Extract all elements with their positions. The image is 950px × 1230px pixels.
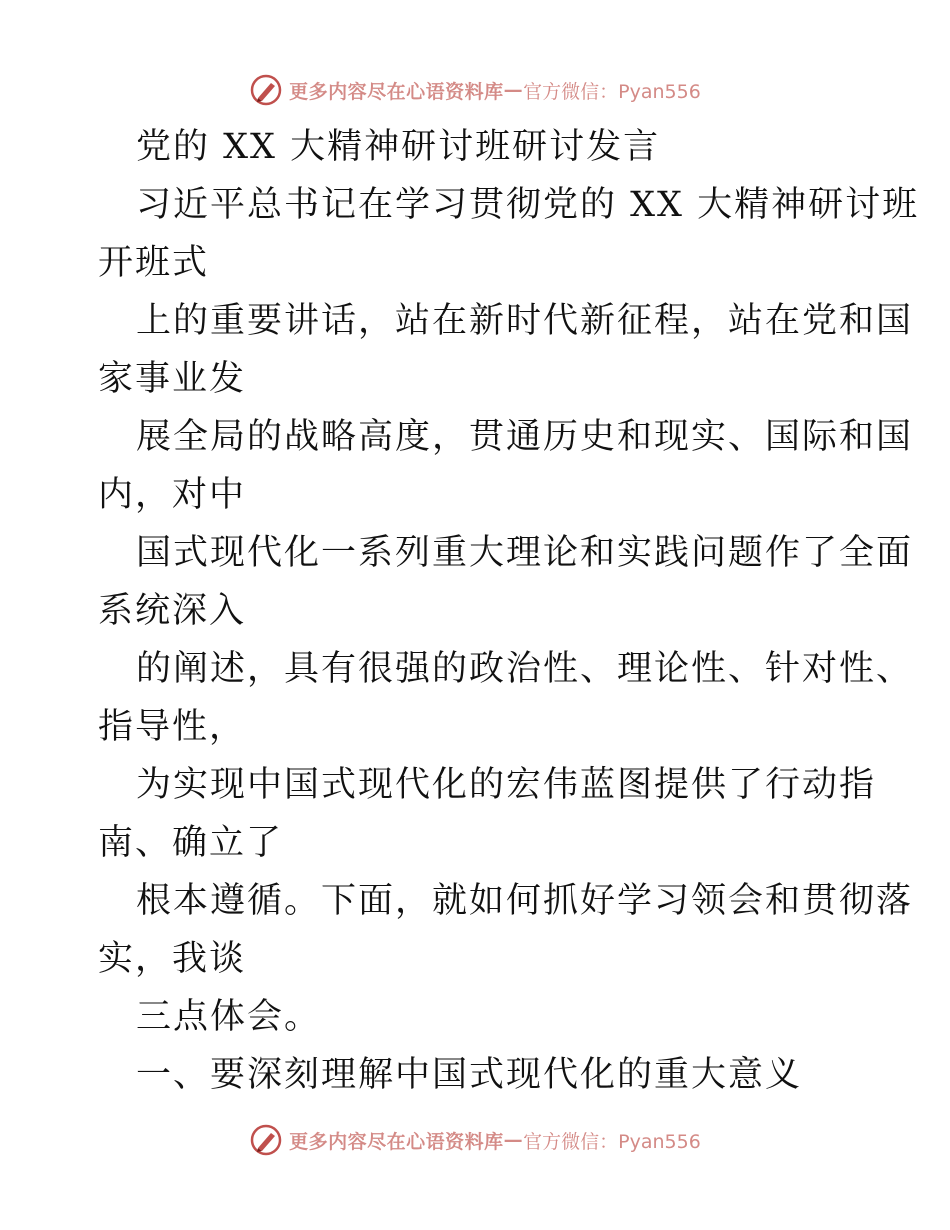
watermark-text: 更多内容尽在心语资料库 [289, 1130, 504, 1153]
paragraph-line: 南、确立了 [98, 823, 284, 863]
paragraph-line: 指导性， [98, 707, 247, 747]
paragraph-line: 为实现中国式现代化的宏伟蓝图提供了行动指 [136, 765, 877, 805]
paragraph-line: 习近平总书记在学习贯彻党的 XX 大精神研讨班 [136, 185, 920, 225]
footer-watermark [0, 1120, 950, 1160]
paragraph-line: 国式现代化一系列重大理论和实践问题作了全面 [136, 533, 914, 573]
pen-logo-icon [249, 1123, 283, 1157]
paragraph-line: 内，对中 [98, 475, 247, 515]
header-watermark [0, 70, 950, 110]
section-heading: 一、要深刻理解中国式现代化的重大意义 [136, 1055, 803, 1095]
watermark-dash: — [503, 79, 524, 101]
paragraph-line: 三点体会。 [136, 997, 322, 1037]
paragraph-line: 根本遵循。下面，就如何抓好学习领会和贯彻落 [136, 881, 914, 921]
paragraph-line: 实，我谈 [98, 939, 247, 979]
doc-title: 党的 XX 大精神研讨班研讨发言 [136, 127, 661, 167]
paragraph-line: 开班式 [98, 243, 210, 283]
paragraph-line: 展全局的战略高度，贯通历史和现实、国际和国 [136, 417, 914, 457]
paragraph-line: 家事业发 [98, 359, 247, 399]
watermark-wechat: 官方微信：Pyan556 [523, 1130, 701, 1153]
watermark-wechat: 官方微信：Pyan556 [523, 80, 701, 103]
pen-logo-icon [249, 73, 283, 107]
paragraph-line: 系统深入 [98, 591, 247, 631]
paragraph-line: 的阐述，具有很强的政治性、理论性、针对性、 [136, 649, 914, 689]
watermark-dash: — [503, 1129, 524, 1151]
watermark-text: 更多内容尽在心语资料库 [289, 80, 504, 103]
paragraph-line: 上的重要讲话，站在新时代新征程，站在党和国 [136, 301, 914, 341]
document-body [98, 118, 920, 1104]
